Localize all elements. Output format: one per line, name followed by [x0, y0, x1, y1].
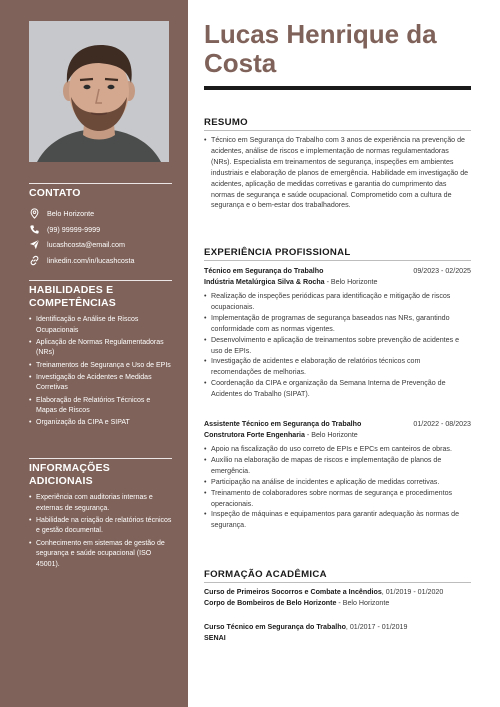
list-item: • Identificação e Análise de Riscos Ocupacionais	[29, 315, 172, 336]
sidebar	[0, 0, 188, 707]
summary-section	[204, 135, 471, 211]
link-icon	[29, 255, 40, 266]
location-pin-icon	[29, 208, 40, 219]
contact-phone-text: (99) 99999-9999	[47, 224, 101, 234]
job-header	[204, 266, 471, 277]
summary-text: • Técnico em Segurança do Trabalho com 3 anos de experiência na prevenção de acidentes, análise de riscos e implementação de normas regulamentadoras (NRs). Especialista em treinamentos de segurança, inspeções em ambientes industriais e elaboração de planos de emergência. Habilidade em investigação de acidentes, aplicação de medidas corretivas e garantia do cumprimento das normas de segurança e saúde ocupacional. Comprometido com a cultura de segurança e o bem-estar dos trabalhadores.	[204, 135, 471, 211]
job-bullets	[204, 291, 471, 400]
list-item: • Habilidade na criação de relatórios técnicos e gestão documental.	[29, 516, 172, 537]
contact-email-text[interactable]: lucashcosta@email.com	[47, 240, 126, 250]
edu-dates: , 01/2019 - 01/2020	[381, 588, 444, 596]
list-item: • Implementação de programas de segurança baseados nas NRs, garantindo conformidade com as normas vigentes.	[204, 313, 471, 335]
edu-course: Curso Técnico em Segurança do Trabalho	[204, 623, 346, 631]
phone-icon	[29, 224, 40, 235]
edu-course: Curso de Primeiros Socorros e Combate a Incêndios	[204, 588, 382, 596]
list-item: • Realização de inspeções periódicas para identificação e mitigação de riscos ocupacionais.	[204, 291, 471, 313]
list-item: • Treinamento de colaboradores sobre normas de segurança e procedimentos operacionais.	[204, 488, 471, 510]
list-item: • Conhecimento em sistemas de gestão de segurança e saúde ocupacional (ISO 45001).	[29, 539, 172, 571]
job-company-line	[204, 430, 471, 441]
additional-section	[29, 458, 172, 572]
job-company: Construtora Forte Engenharia	[204, 431, 305, 439]
list-item: • Participação na análise de incidentes e aplicação de medidas corretivas.	[204, 477, 471, 488]
list-item: • Experiência com auditorias internas e externas de segurança.	[29, 493, 172, 514]
contact-section	[29, 183, 172, 268]
experience-title: EXPERIÊNCIA PROFISSIONAL	[204, 247, 471, 261]
education-item-2	[204, 622, 471, 644]
list-item: • Apoio na fiscalização do uso correto de EPIs e EPCs em canteiros de obras.	[204, 444, 471, 455]
list-item: • Aplicação de Normas Regulamentadoras (NRs)	[29, 338, 172, 359]
skills-list	[29, 315, 172, 429]
list-item: • Desenvolvimento e aplicação de treinamentos sobre prevenção de acidentes e uso de EPIs.	[204, 335, 471, 357]
education-title: FORMAÇÃO ACADÊMICA	[204, 569, 471, 583]
edu-school-line	[204, 633, 471, 644]
job-header	[204, 419, 471, 430]
summary-list	[204, 135, 471, 211]
contact-item-linkedin[interactable]	[29, 253, 172, 269]
job-role: Assistente Técnico em Segurança do Trabalho	[204, 420, 362, 428]
contact-item-email[interactable]	[29, 237, 172, 253]
job-company: Indústria Metalúrgica Silva & Rocha	[204, 278, 325, 286]
job-bullets	[204, 444, 471, 531]
list-item: • Investigação de acidentes e elaboração de relatórios técnicos com recomendações de melhorias.	[204, 356, 471, 378]
edu-course-line	[204, 587, 471, 598]
edu-school: Corpo de Bombeiros de Belo Horizonte	[204, 599, 337, 607]
additional-list	[29, 493, 172, 570]
job-dates: 01/2022 - 08/2023	[413, 420, 471, 428]
edu-school-line	[204, 598, 471, 609]
job-location: - Belo Horizonte	[304, 431, 358, 439]
education-item-1	[204, 587, 471, 609]
contact-list	[29, 206, 172, 268]
list-item: • Treinamentos de Segurança e Uso de EPIs	[29, 361, 172, 372]
portrait-image	[29, 21, 169, 162]
contact-linkedin-text[interactable]: linkedin.com/in/lucashcosta	[47, 255, 135, 265]
edu-course-line	[204, 622, 471, 633]
profile-photo	[29, 21, 169, 162]
skills-title: HABILIDADES E COMPETÊNCIAS	[29, 280, 172, 310]
edu-dates: , 01/2017 - 01/2019	[345, 623, 408, 631]
job-role: Técnico em Segurança do Trabalho	[204, 267, 324, 275]
skills-section	[29, 280, 172, 431]
contact-location-text: Belo Horizonte	[47, 209, 95, 219]
list-item: • Organização da CIPA e SIPAT	[29, 418, 172, 429]
contact-title: CONTATO	[29, 183, 172, 200]
job-company-line	[204, 277, 471, 288]
edu-school: SENAI	[204, 634, 226, 642]
candidate-name: Lucas Henrique da Costa	[204, 19, 437, 78]
job-dates: 09/2023 - 02/2025	[413, 267, 471, 275]
job-1	[204, 266, 471, 400]
list-item: • Elaboração de Relatórios Técnicos e Mapas de Riscos	[29, 396, 172, 417]
contact-item-location	[29, 206, 172, 222]
list-item: • Inspeção de máquinas e equipamentos para garantir adequação às normas de segurança.	[204, 509, 471, 531]
list-item: • Coordenação da CIPA e organização da Semana Interna de Prevenção de Acidentes do Trabalho (SIPAT).	[204, 378, 471, 400]
summary-title: RESUMO	[204, 117, 471, 131]
edu-location: - Belo Horizonte	[336, 599, 390, 607]
list-item: • Auxílio na elaboração de mapas de riscos e implementação de planos de emergência.	[204, 455, 471, 477]
list-item: • Investigação de Acidentes e Medidas Corretivas	[29, 373, 172, 394]
paper-plane-icon	[29, 239, 40, 250]
additional-title: INFORMAÇÕES ADICIONAIS	[29, 458, 172, 488]
name-divider	[204, 86, 471, 90]
contact-item-phone	[29, 222, 172, 238]
job-location: - Belo Horizonte	[324, 278, 378, 286]
job-2	[204, 419, 471, 531]
